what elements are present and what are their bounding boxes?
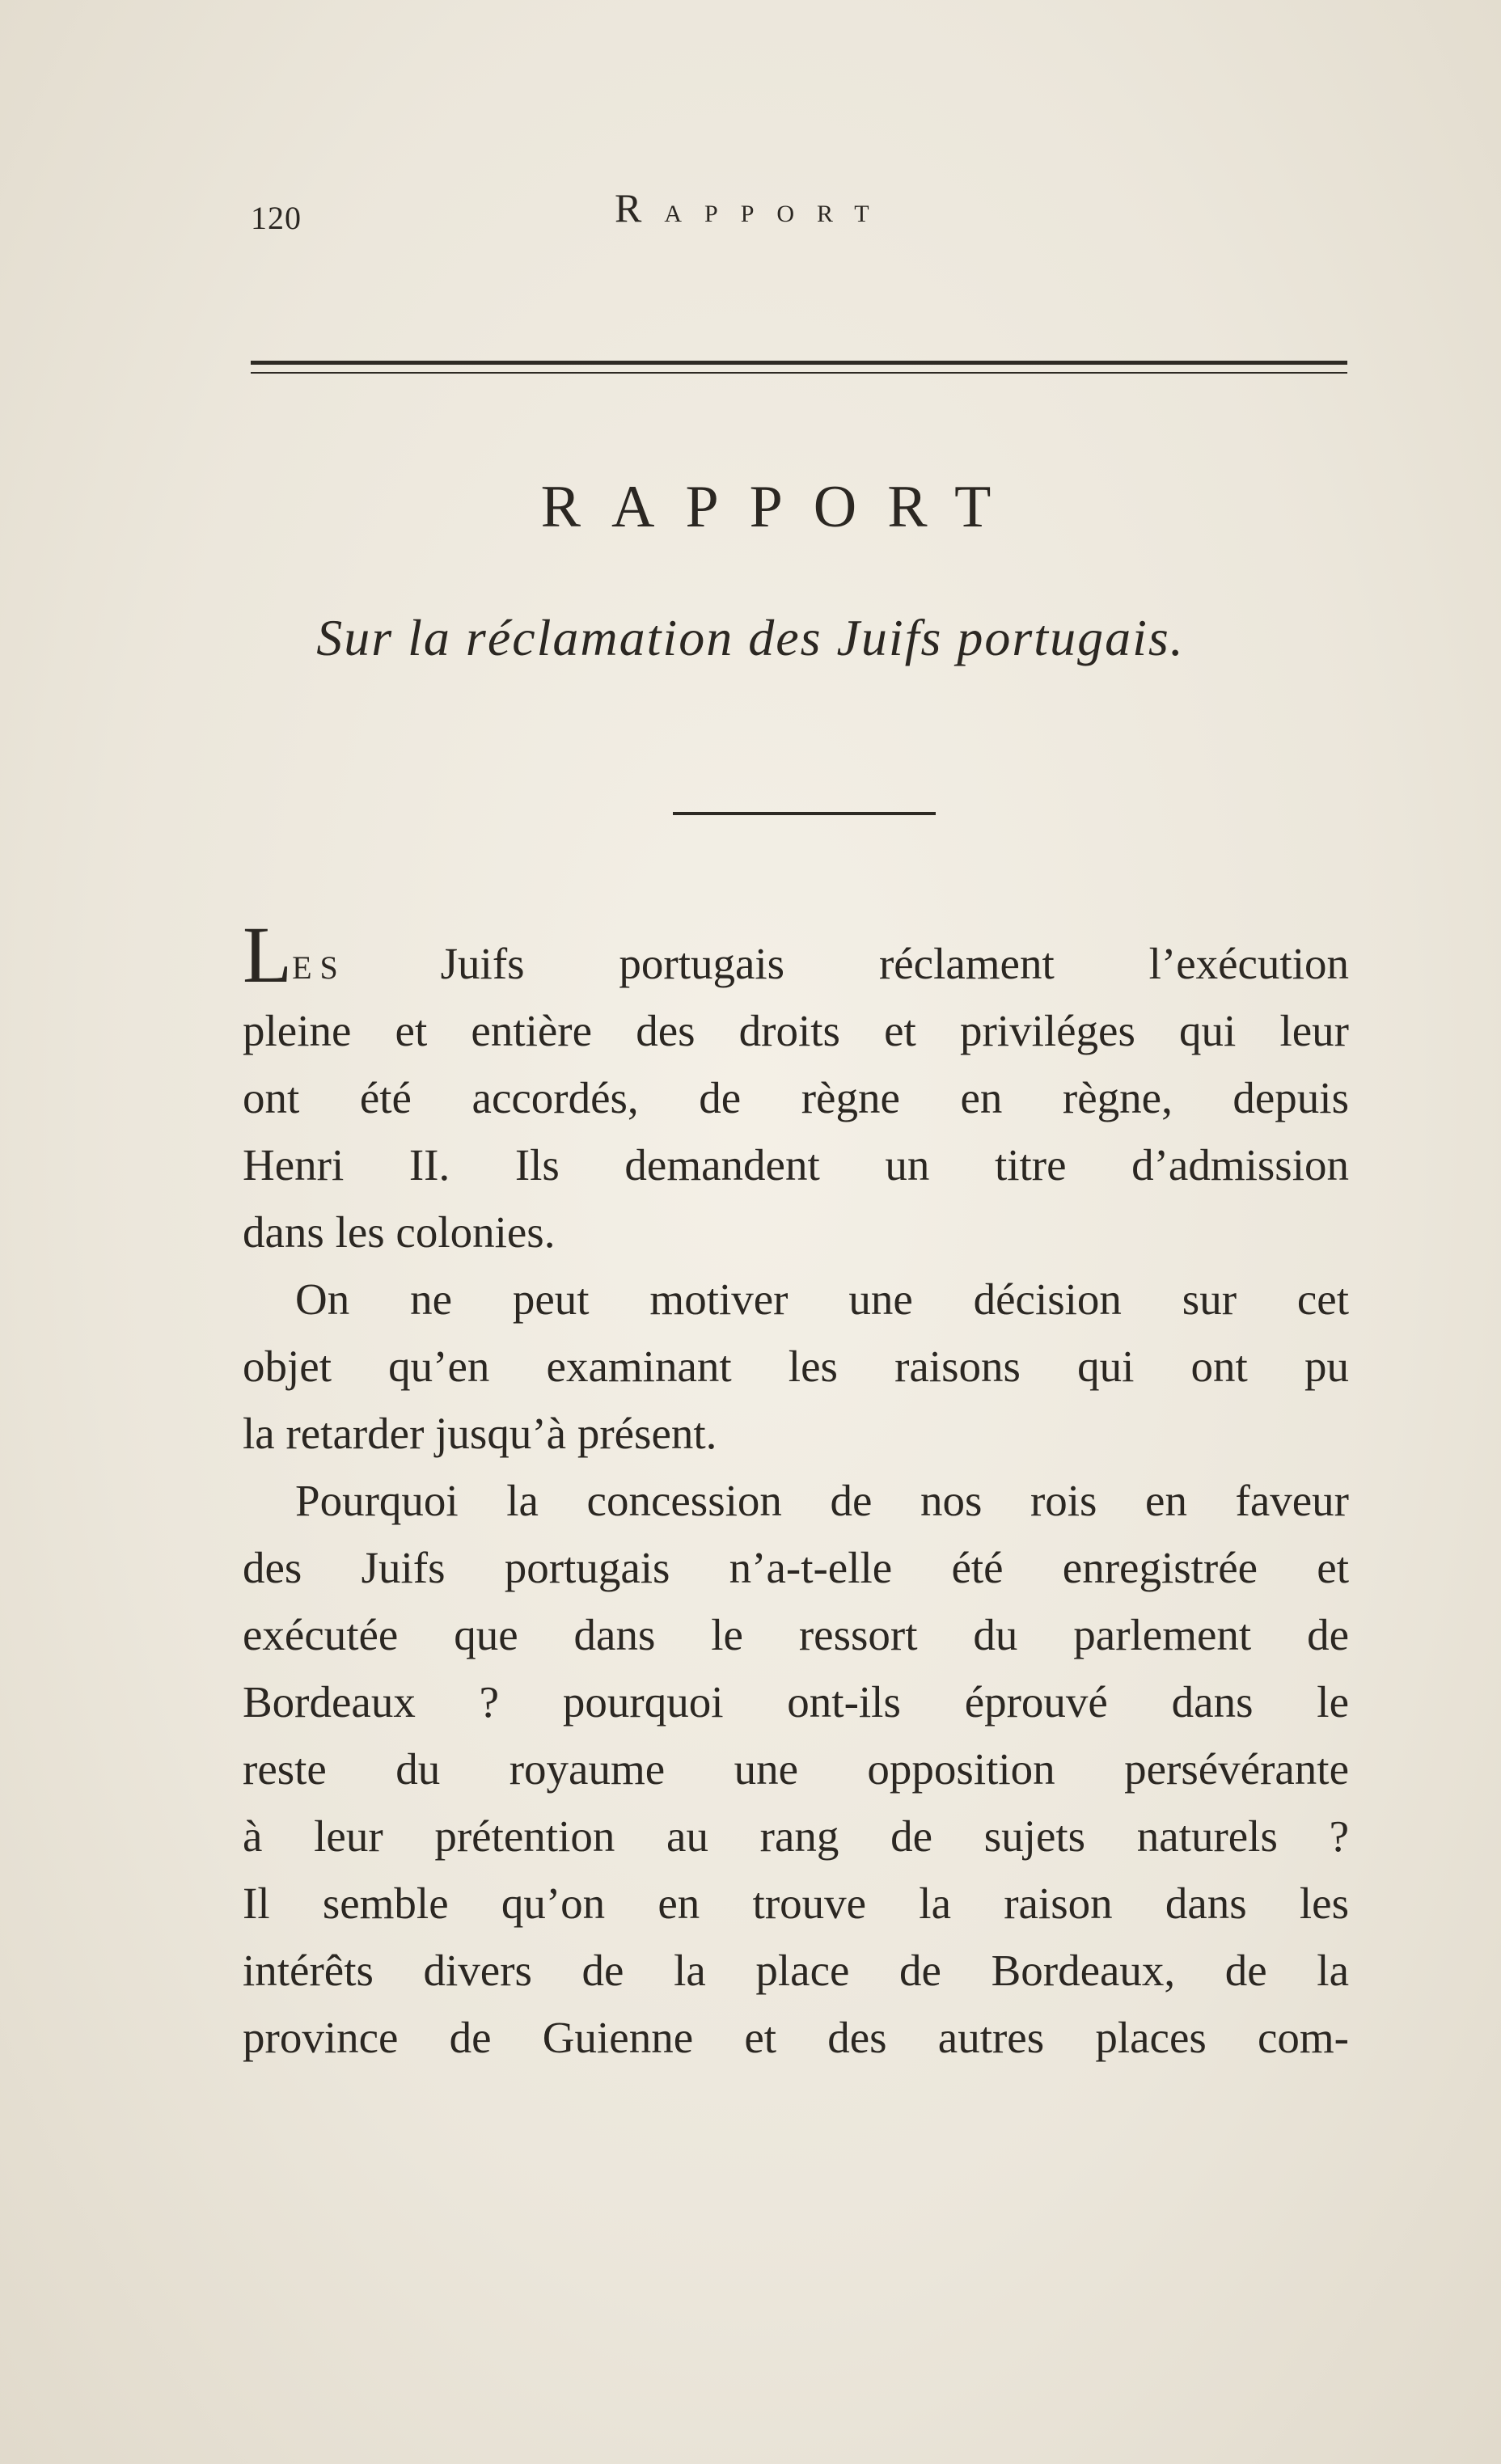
paragraph-3-line-5: reste du royaume une opposition persévérante xyxy=(243,1744,1349,1794)
running-title xyxy=(615,184,892,231)
section-divider-rule xyxy=(673,812,936,815)
paragraph-2-line-1: On ne peut motiver une décision sur cet xyxy=(295,1274,1349,1324)
paragraph-2-line-2: objet qu’en examinant les raisons qui ont pu xyxy=(243,1342,1349,1391)
section-title: RAPPORT xyxy=(540,474,1022,540)
paragraph-3-line-4: Bordeaux ? pourquoi ont-ils éprouvé dans le xyxy=(243,1677,1349,1726)
page-number: 120 xyxy=(251,200,302,236)
running-title-rest: APPORT xyxy=(664,201,892,227)
header-rule-thick xyxy=(251,361,1347,365)
body-text xyxy=(243,910,1349,2071)
smallcaps-text: ES xyxy=(292,949,346,986)
paragraph-1-line-5: dans les colonies. xyxy=(243,1207,556,1257)
paragraph-2-line-3: la retarder jusqu’à présent. xyxy=(243,1409,717,1458)
paragraph-1-line-4: Henri II. Ils demandent un titre d’admission xyxy=(243,1140,1349,1190)
paragraph-3-line-1: Pourquoi la concession de nos rois en faveur xyxy=(295,1476,1349,1525)
paragraph-3-line-7: Il semble qu’on en trouve la raison dans les xyxy=(243,1879,1349,1928)
paragraph-1-line-2: pleine et entière des droits et priviléges qui leur xyxy=(243,1006,1349,1055)
paragraph-3-line-2: des Juifs portugais n’a-t-elle été enregistrée et xyxy=(243,1543,1349,1592)
header-double-rule xyxy=(251,361,1347,380)
running-head xyxy=(251,184,1355,249)
paragraph-1-line-1 xyxy=(243,910,1349,1000)
paragraph-3-line-6: à leur prétention au rang de sujets naturels ? xyxy=(243,1811,1349,1861)
running-title-initial: R xyxy=(615,185,665,230)
paragraph-3-line-8: intérêts divers de la place de Bordeaux, de la xyxy=(243,1946,1349,1995)
paragraph-1-line-1-text: Juifs portugais réclament l’exécution xyxy=(345,939,1349,988)
paragraph-3-line-3: exécutée que dans le ressort du parlement de xyxy=(243,1610,1349,1659)
header-rule-thin xyxy=(251,372,1347,374)
paragraph-1-line-3: ont été accordés, de règne en règne, depuis xyxy=(243,1073,1349,1122)
drop-cap: L xyxy=(243,910,293,1000)
paragraph-3-line-9: province de Guienne et des autres places com- xyxy=(243,2013,1349,2062)
section-subtitle: Sur la réclamation des Juifs portugais. xyxy=(316,609,1185,666)
